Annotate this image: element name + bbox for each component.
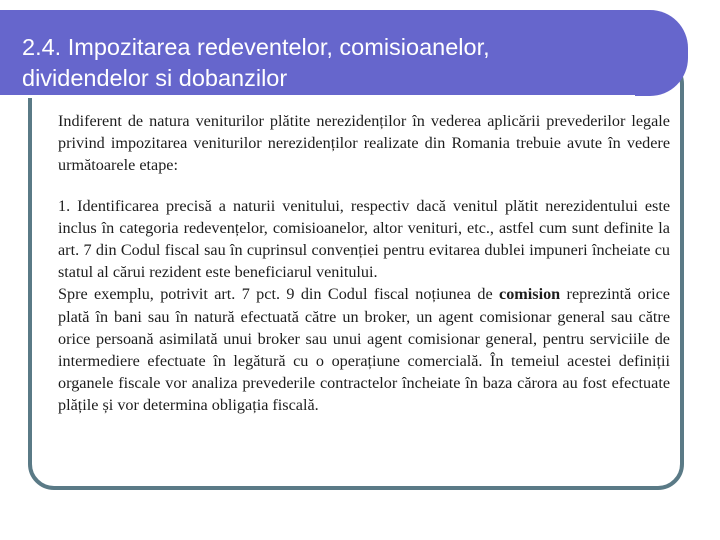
- document-text: [58, 110, 670, 417]
- title-underline: [0, 95, 635, 98]
- example-text-end: reprezintă orice plată în bani sau în natură efectuată către un broker, un agent comisionar general sau către orice persoană asimilată unui broker sau unui agent comisionar general, pentru serviciile de intermediere efectuate în legătură cu o operațiune comercială. În temeiul acestei definiții organele fiscale vor analiza prevederile contractelor încheiate în baza cărora au fost efectuate plățile și vor determina obligația fiscală.: [58, 285, 670, 415]
- slide-title: 2.4. Impozitarea redeventelor, comisioanelor, dividendelor si dobanzilor: [22, 34, 490, 91]
- example-text-start: Spre exemplu, potrivit art. 7 pct. 9 din Codul fiscal noțiunea de: [58, 285, 500, 304]
- paragraph-example: [58, 283, 670, 416]
- term-comision: comision: [499, 285, 561, 304]
- paragraph-gap: [58, 177, 670, 195]
- document-excerpt: [44, 100, 676, 476]
- paragraph-intro: Indiferent de natura veniturilor plătite nerezidenților în vederea aplicării prevederilor legale privind impozitarea veniturilor nerezidenților realizate din Romania trebuie avute în vedere următoarele etape:: [58, 112, 670, 175]
- title-bar: [0, 10, 688, 96]
- paragraph-step-1: 1. Identificarea precisă a naturii venitului, respectiv dacă venitul plătit nerezidentului este inclus în categoria redevențelor, comisioanelor, altor venituri, etc., astfel cum sunt definite la art. 7 din Codul fiscal sau în cuprinsul convenției pentru evitarea dublei impuneri încheiate cu statul al cărui rezident este beneficiarul venitului.: [58, 196, 670, 282]
